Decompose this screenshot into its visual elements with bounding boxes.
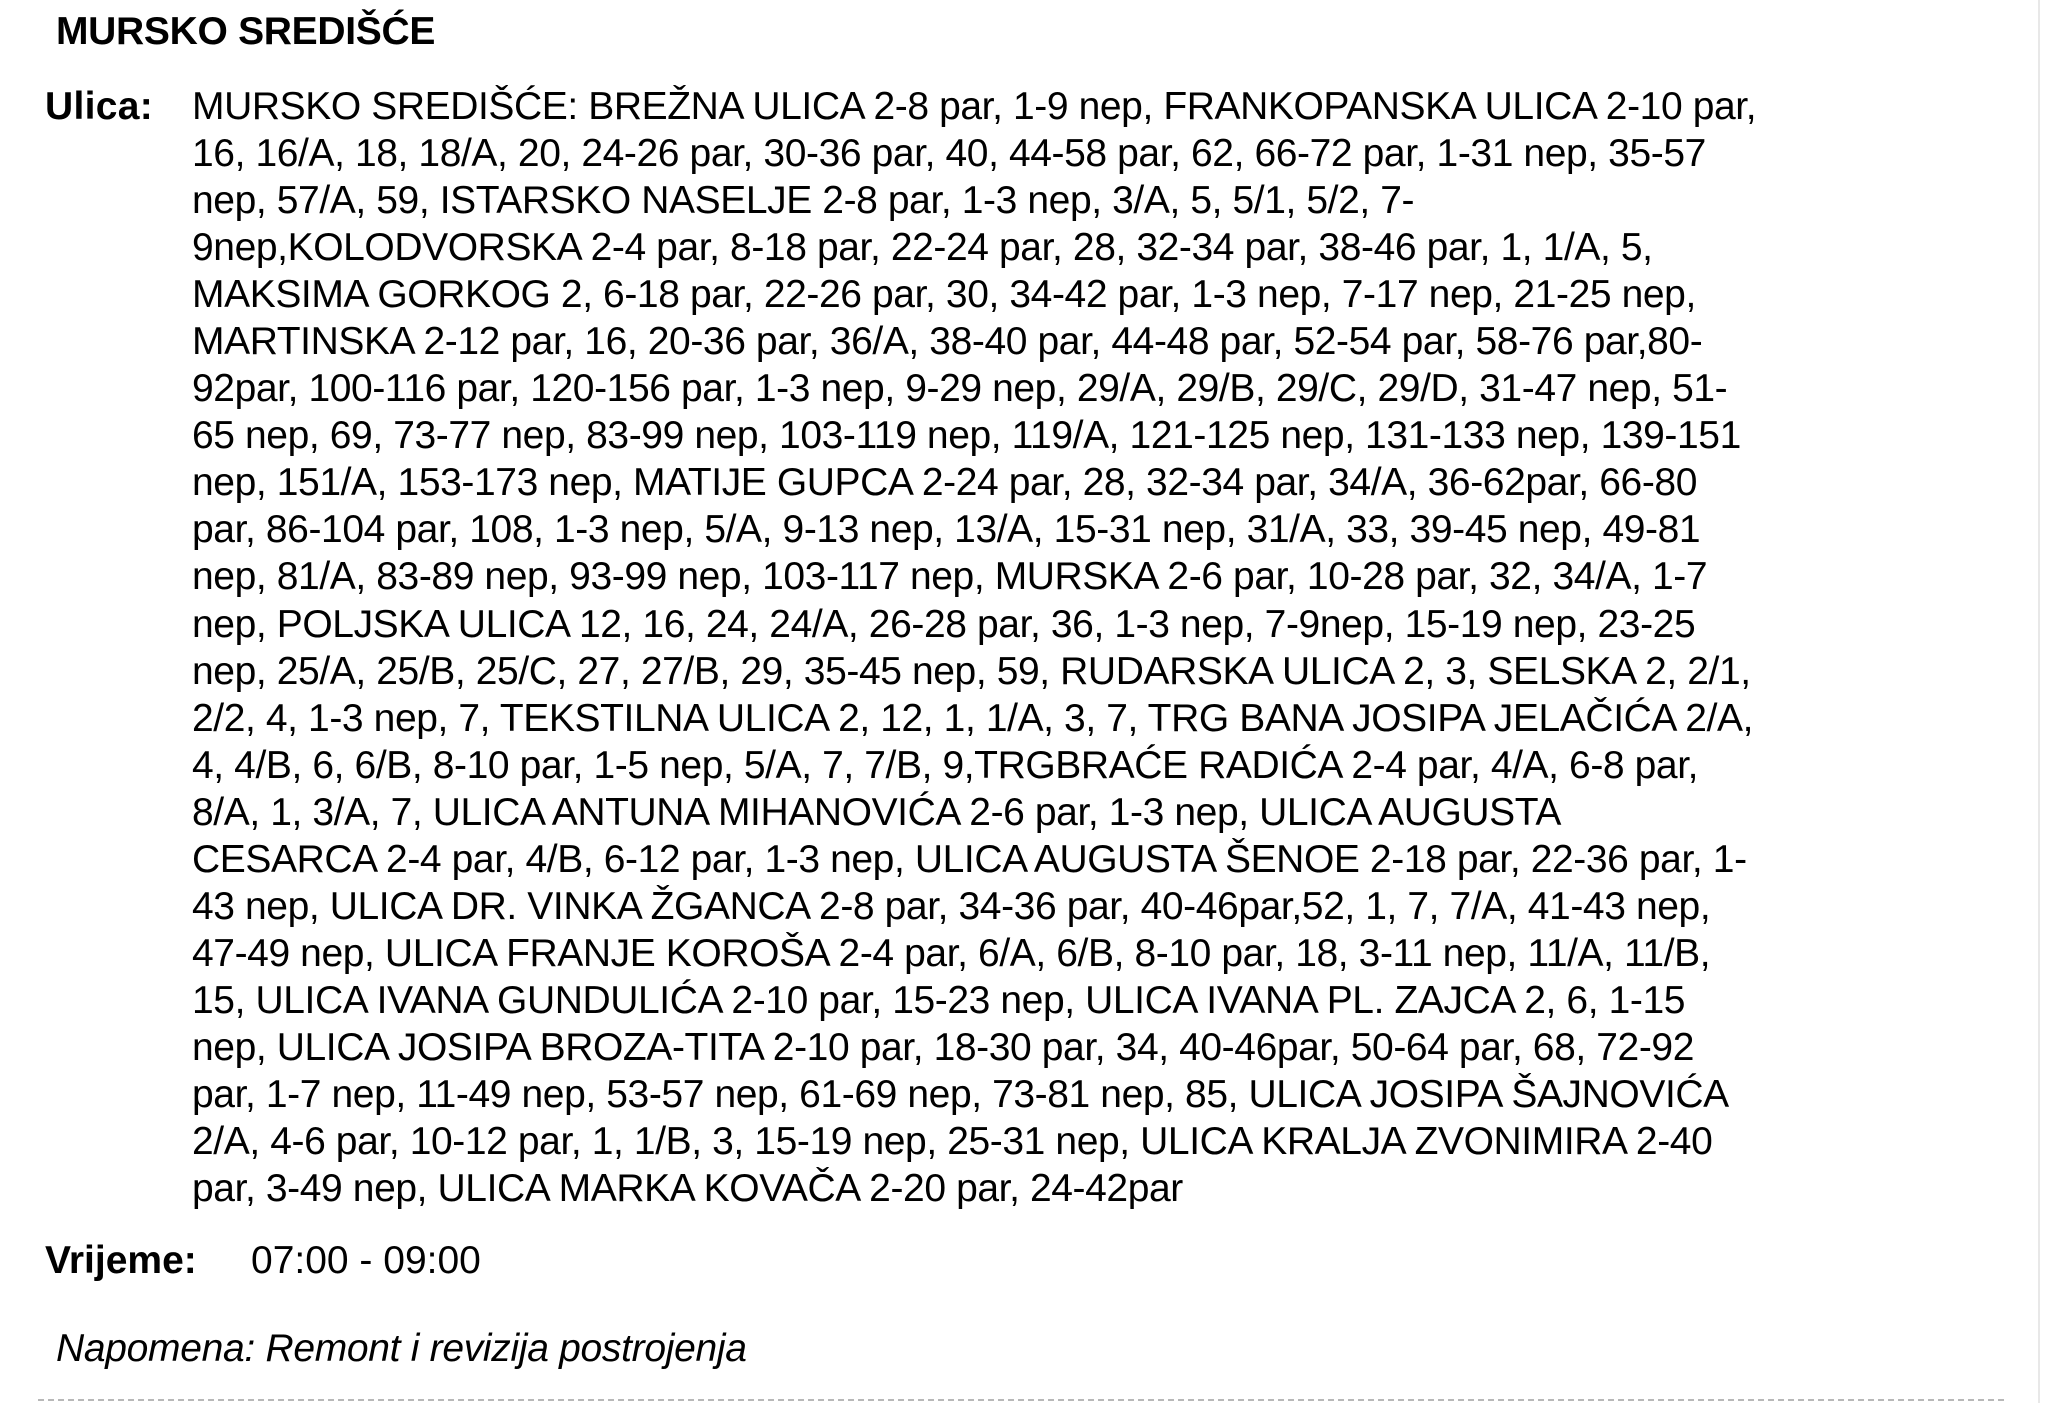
street-line: MURSKO SREDIŠĆE: BREŽNA ULICA 2-8 par, 1-9 nep, FRANKOPANSKA ULICA 2-10 par, (192, 85, 1757, 128)
street-line: 2/2, 4, 1-3 nep, 7, TEKSTILNA ULICA 2, 12, 1, 1/A, 3, 7, TRG BANA JOSIPA JELAČIĆA 2/A, (192, 696, 1754, 740)
street-line: par, 1-7 nep, 11-49 nep, 53-57 nep, 61-69 nep, 73-81 nep, 85, ULICA JOSIPA ŠAJNOVIĆA (192, 1072, 1729, 1116)
street-line: nep, ULICA JOSIPA BROZA-TITA 2-10 par, 18-30 par, 34, 40-46par, 50-64 par, 68, 72-92 (192, 1025, 1695, 1069)
street-line: par, 3-49 nep, ULICA MARKA KOVAČA 2-20 par, 24-42par (192, 1167, 1183, 1211)
street-line: nep, 151/A, 153-173 nep, MATIJE GUPCA 2-24 par, 28, 32-34 par, 34/A, 36-62par, 66-80 (192, 461, 1697, 505)
street-line: 47-49 nep, ULICA FRANJE KOROŠA 2-4 par, 6/A, 6/B, 8-10 par, 18, 3-11 nep, 11/A, 11/B, (192, 931, 1711, 975)
time-value: 07:00 - 09:00 (251, 1239, 481, 1282)
street-line: 92par, 100-116 par, 120-156 par, 1-3 nep, 9-29 nep, 29/A, 29/B, 29/C, 29/D, 31-47 nep, 51- (192, 367, 1728, 411)
street-line: 65 nep, 69, 73-77 nep, 83-99 nep, 103-119 nep, 119/A, 121-125 nep, 131-133 nep, 139-151 (192, 414, 1741, 458)
note-text: Napomena: Remont i revizija postrojenja (56, 1327, 747, 1370)
street-line: 4, 4/B, 6, 6/B, 8-10 par, 1-5 nep, 5/A, 7, 7/B, 9,TRGBRAĆE RADIĆA 2-4 par, 4/A, 6-8 par, (192, 743, 1699, 787)
street-line: MARTINSKA 2-12 par, 16, 20-36 par, 36/A, 38-40 par, 44-48 par, 52-54 par, 58-76 par,80- (192, 320, 1703, 364)
dashed-divider (38, 1399, 2004, 1401)
street-line: par, 86-104 par, 108, 1-3 nep, 5/A, 9-13 nep, 13/A, 15-31 nep, 31/A, 33, 39-45 nep, 49-81 (192, 508, 1701, 552)
place-title: MURSKO SREDIŠĆE (56, 10, 436, 53)
street-line: nep, 57/A, 59, ISTARSKO NASELJE 2-8 par, 1-3 nep, 3/A, 5, 5/1, 5/2, 7- (192, 179, 1415, 223)
street-line: 16, 16/A, 18, 18/A, 20, 24-26 par, 30-36 par, 40, 44-58 par, 62, 66-72 par, 1-31 nep, 35-57 (192, 132, 1706, 176)
street-line: 8/A, 1, 3/A, 7, ULICA ANTUNA MIHANOVIĆA 2-6 par, 1-3 nep, ULICA AUGUSTA (192, 790, 1561, 834)
street-line: 2/A, 4-6 par, 10-12 par, 1, 1/B, 3, 15-19 nep, 25-31 nep, ULICA KRALJA ZVONIMIRA 2-40 (192, 1120, 1713, 1164)
street-line: nep, 81/A, 83-89 nep, 93-99 nep, 103-117 nep, MURSKA 2-6 par, 10-28 par, 32, 34/A, 1-7 (192, 555, 1708, 599)
street-line: MAKSIMA GORKOG 2, 6-18 par, 22-26 par, 30, 34-42 par, 1-3 nep, 7-17 nep, 21-25 nep, (192, 273, 1696, 317)
street-line: 15, ULICA IVANA GUNDULIĆA 2-10 par, 15-23 nep, ULICA IVANA PL. ZAJCA 2, 6, 1-15 (192, 978, 1686, 1022)
time-label: Vrijeme: (45, 1239, 197, 1282)
street-line: 9nep,KOLODVORSKA 2-4 par, 8-18 par, 22-24 par, 28, 32-34 par, 38-46 par, 1, 1/A, 5, (192, 226, 1653, 270)
right-edge-rule (2038, 0, 2040, 1403)
street-line: nep, POLJSKA ULICA 12, 16, 24, 24/A, 26-28 par, 36, 1-3 nep, 7-9nep, 15-19 nep, 23-25 (192, 602, 1696, 646)
street-label: Ulica: (45, 85, 154, 128)
street-line: CESARCA 2-4 par, 4/B, 6-12 par, 1-3 nep, ULICA AUGUSTA ŠENOE 2-18 par, 22-36 par, 1- (192, 837, 1747, 881)
street-line: 43 nep, ULICA DR. VINKA ŽGANCA 2-8 par, 34-36 par, 40-46par,52, 1, 7, 7/A, 41-43 nep, (192, 884, 1711, 928)
street-list (192, 83, 1992, 1212)
street-line: nep, 25/A, 25/B, 25/C, 27, 27/B, 29, 35-45 nep, 59, RUDARSKA ULICA 2, 3, SELSKA 2, 2/1, (192, 649, 1751, 693)
